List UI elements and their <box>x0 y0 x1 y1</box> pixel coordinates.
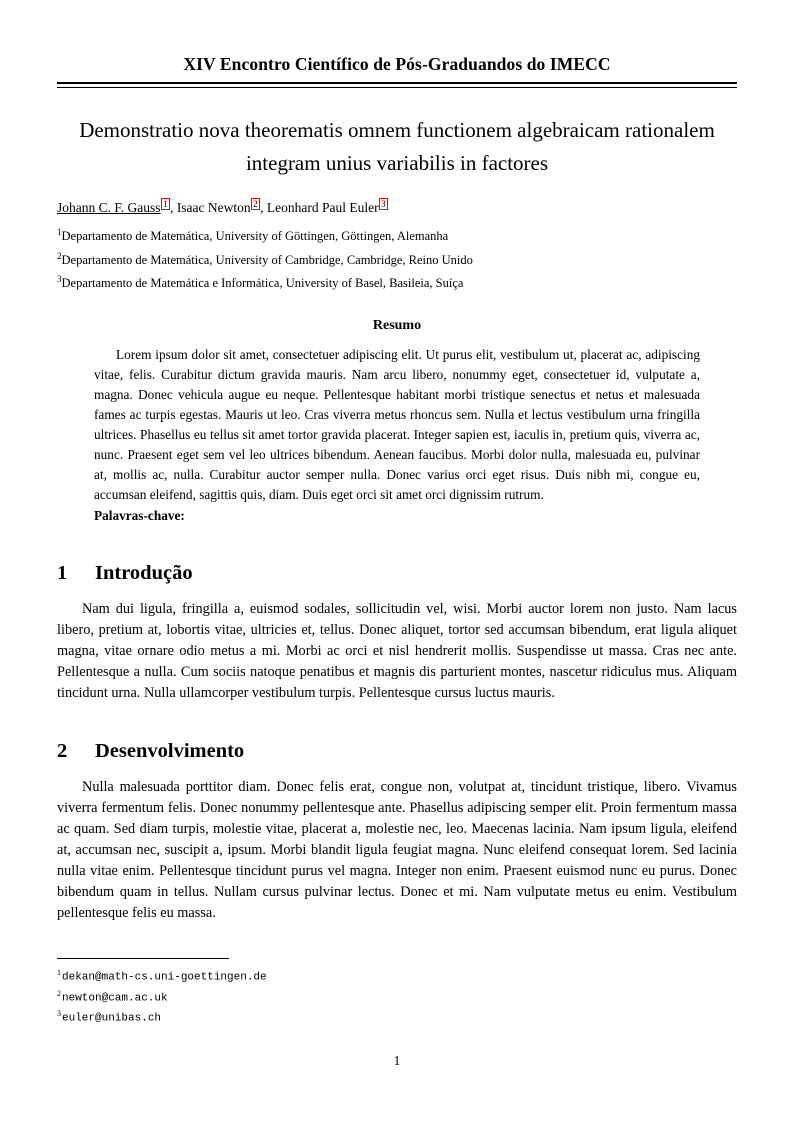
author-separator: , <box>260 200 267 215</box>
footnote-line <box>57 1006 737 1027</box>
section-title: Desenvolvimento <box>95 739 245 762</box>
footnote-rule <box>57 958 229 959</box>
footnote-email: euler@unibas.ch <box>62 1012 162 1025</box>
paper-title: Demonstratio nova theorematis omnem functionem algebraicam rationalem integram unius variabilis in factores <box>79 118 715 175</box>
section-heading-desenvolvimento <box>57 740 737 763</box>
affiliation-line <box>57 223 737 247</box>
section-paragraph: Nam dui ligula, fringilla a, euismod sodales, sollicitudin vel, wisi. Morbi auctor lorem non justo. Nam lacus libero, pretium at, lobortis vitae, ultricies et, tellus. Donec aliquet, tortor sed accumsan bibendum, erat ligula aliquet magna, vitae ornare odio metus a mi. Morbi ac orci et nisl hendrerit mollis. Suspendisse ut massa. Cras nec ante. Pellentesque a nulla. Cum sociis natoque penatibus et magnis dis parturient montes, nascetur ridiculus mus. Aliquam tincidunt urna. Nulla ullamcorper vestibulum turpis. Pellentesque cursus luctus mauris. <box>57 600 737 701</box>
footnote-mark: 1 <box>57 968 61 977</box>
author-footnote-link[interactable]: 2 <box>251 198 261 210</box>
header-rule-thick <box>57 82 737 84</box>
page-number: 1 <box>393 1053 401 1068</box>
author-separator: , <box>170 200 177 215</box>
abstract-heading: Resumo <box>372 317 422 333</box>
section-number: 1 <box>57 561 68 584</box>
section-heading-introducao <box>57 562 737 585</box>
keywords-label: Palavras-chave: <box>94 507 185 523</box>
affiliation-line <box>57 270 737 294</box>
abstract-text: Lorem ipsum dolor sit amet, consectetuer adipiscing elit. Ut purus elit, vestibulum ut, placerat ac, adipiscing vitae, felis. Curabitur dictum gravida mauris. Nam arcu libero, nonummy eget, consectetuer id, vulputate a, magna. Donec vehicula augue eu neque. Pellentesque habitant morbi tristique senectus et netus et malesuada fames ac turpis egestas. Mauris ut leo. Cras viverra metus rhoncus sem. Nulla et lectus vestibulum urna fringilla ultrices. Phasellus eu tellus sit amet tortor gravida placerat. Integer sapien est, iaculis in, pretium quis, viverra ac, nunc. Praesent eget sem vel leo ultrices bibendum. Aenean faucibus. Morbi dolor nulla, malesuada eu, pulvinar at, mollis ac, nulla. Curabitur auctor semper nulla. Donec varius orci eget risus. Duis nibh mi, congue eu, accumsan eleifend, sagittis quis, diam. Duis eget orci sit amet orci dignissim rutrum. <box>94 346 700 502</box>
affiliations <box>57 223 737 294</box>
abstract-block <box>94 345 700 526</box>
footnote-line <box>57 986 737 1007</box>
section-number: 2 <box>57 739 68 762</box>
author-name: Johann C. F. Gauss <box>57 200 161 215</box>
affiliation-mark: 3 <box>57 274 62 285</box>
affiliation-mark: 2 <box>57 250 62 261</box>
footnote-email: newton@cam.ac.uk <box>62 992 168 1005</box>
affiliation-text: Departamento de Matemática, University of Cambridge, Cambridge, Reino Unido <box>61 252 473 267</box>
section-paragraph: Nulla malesuada porttitor diam. Donec felis erat, congue non, volutpat at, tincidunt tristique, libero. Vivamus viverra fermentum felis. Donec nonummy pellentesque ante. Phasellus adipiscing semper elit. Proin fermentum massa ac quam. Sed diam turpis, molestie vitae, placerat a, molestie nec, leo. Maecenas lacinia. Nam ipsum ligula, eleifend at, accumsan nec, suscipit a, ipsum. Morbi blandit ligula feugiat magna. Nunc eleifend consequat lorem. Sed lacinia nulla vitae enim. Pellentesque tincidunt purus vel magna. Integer non enim. Praesent euismod nunc eu purus. Donec bibendum quam in tellus. Nullam cursus pulvinar lectus. Donec et mi. Nam vulputate metus eu enim. Vestibulum pellentesque felis eu massa. <box>57 778 737 921</box>
footnotes <box>57 958 737 1027</box>
affiliation-text: Departamento de Matemática, University of Göttingen, Göttingen, Alemanha <box>61 229 449 244</box>
affiliation-mark: 1 <box>57 227 62 237</box>
author-name: Leonhard Paul Euler <box>266 200 379 215</box>
footnote-mark: 2 <box>57 988 61 998</box>
affiliation-line <box>57 247 737 271</box>
authors-line <box>57 200 737 216</box>
section-title: Introdução <box>95 561 193 584</box>
footnote-line <box>57 965 737 986</box>
author-footnote-link[interactable]: 3 <box>379 198 389 210</box>
author-footnote-link[interactable]: 1 <box>161 198 171 210</box>
footnote-email: dekan@math-cs.uni-goettingen.de <box>62 971 267 984</box>
conference-header: XIV Encontro Científico de Pós-Graduandos do IMECC <box>183 54 611 74</box>
header-rule-thin <box>57 87 737 88</box>
keywords-line <box>94 506 700 526</box>
author-name: Isaac Newton <box>176 200 251 215</box>
footnote-mark: 3 <box>57 1009 61 1019</box>
affiliation-text: Departamento de Matemática e Informática, University of Basel, Basileia, Suíça <box>61 276 464 291</box>
